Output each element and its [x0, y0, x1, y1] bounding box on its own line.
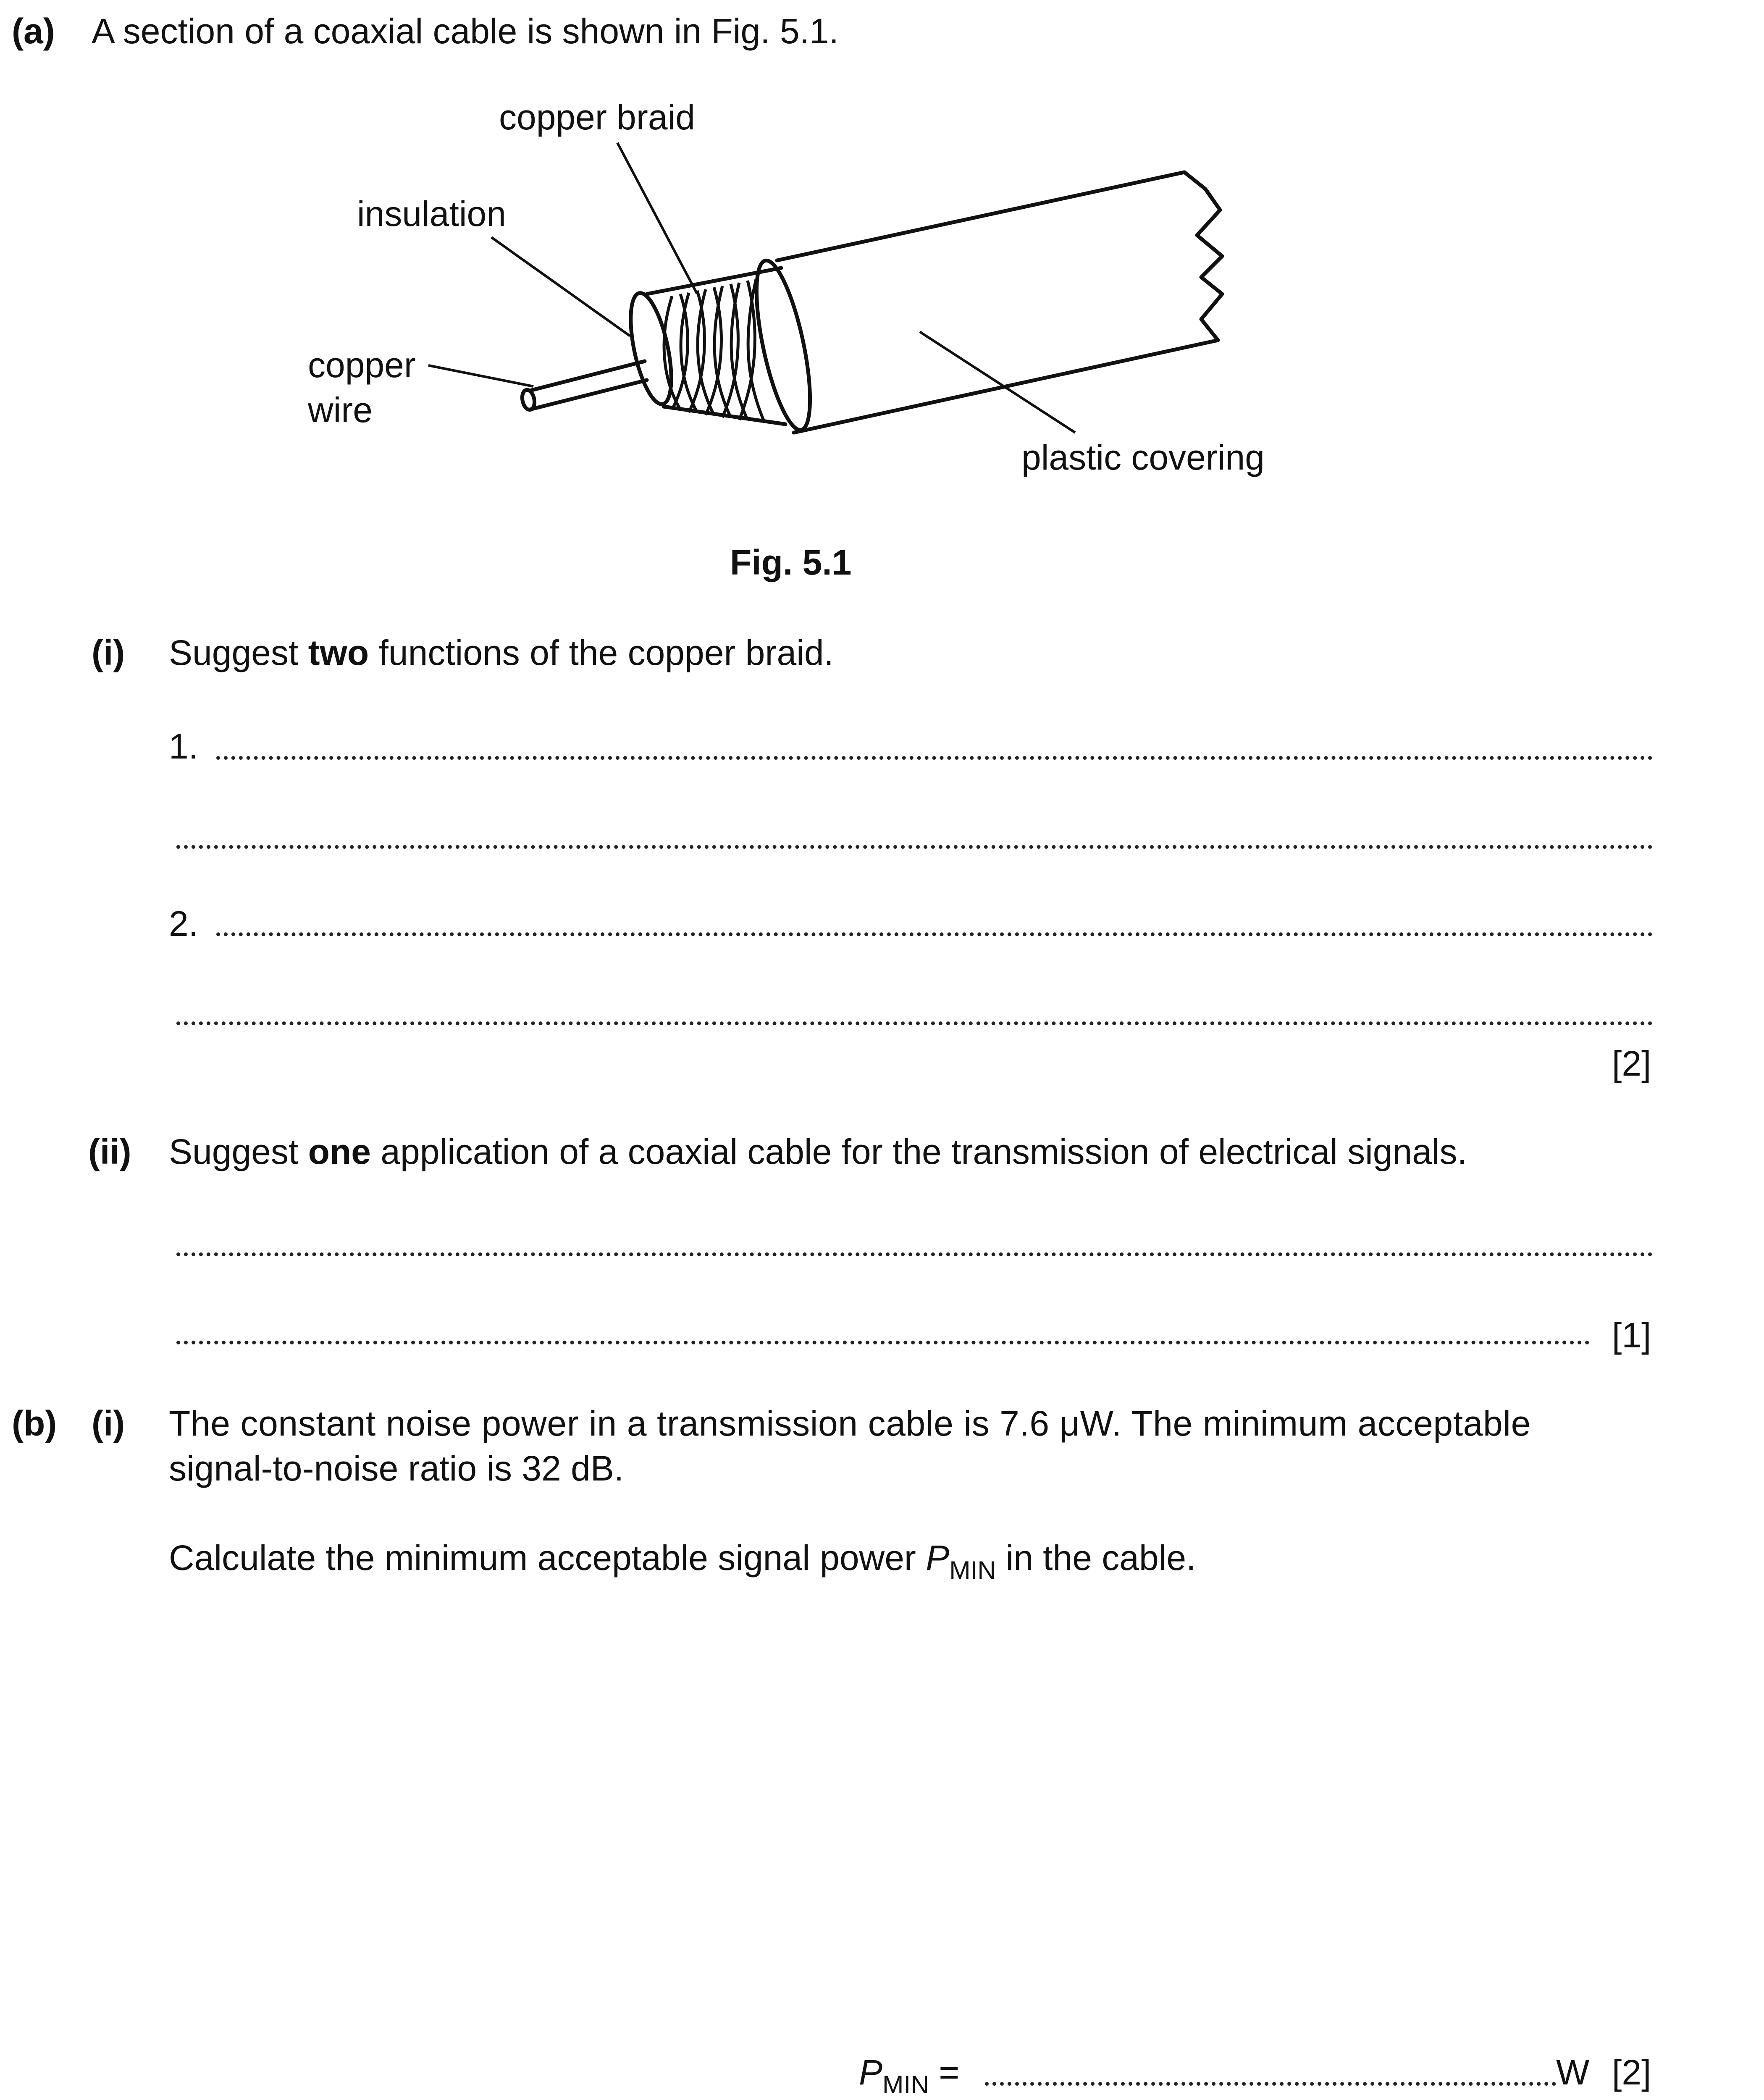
answer-1-number: 1.	[169, 727, 199, 766]
part-a-ii-text-before: Suggest	[169, 1132, 308, 1171]
part-b-i-text-line2: signal-to-noise ratio is 32 dB.	[169, 1449, 624, 1488]
part-a-ii-text-after: application of a coaxial cable for the transmission of electrical signals.	[370, 1132, 1467, 1171]
part-b-i-label: (i)	[92, 1404, 125, 1443]
part-b-i-marks: [2]	[1612, 2053, 1651, 2092]
label-copper-wire-1: copper	[308, 345, 416, 385]
part-a-i-question	[169, 630, 834, 676]
part-a-ii-marks: [1]	[1612, 1315, 1651, 1355]
label-plastic-covering: plastic covering	[1021, 438, 1265, 477]
calc-text-after: in the cable.	[996, 1538, 1196, 1578]
copper-wire-body	[530, 361, 647, 410]
part-b-i-calc	[169, 1535, 1196, 1585]
part-a-ii-question	[169, 1129, 1467, 1175]
answer-line-1b[interactable]	[176, 845, 1653, 849]
leader-plastic-covering	[920, 332, 1075, 433]
calc-subscript: MIN	[949, 1556, 996, 1585]
answer-2-number: 2.	[169, 904, 199, 943]
pmin-answer-label	[859, 2050, 960, 2099]
figure-caption: Fig. 5.1	[730, 543, 852, 582]
pmin-equals: =	[929, 2053, 960, 2092]
pmin-subscript: MIN	[882, 2070, 929, 2099]
pmin-answer-line[interactable]	[985, 2082, 1556, 2086]
pmin-symbol: P	[859, 2053, 883, 2092]
calc-symbol: P	[926, 1538, 950, 1578]
answer-line-ii-a[interactable]	[176, 1252, 1653, 1256]
label-copper-wire-2: wire	[308, 390, 373, 430]
part-a-i-label: (i)	[92, 633, 125, 672]
calc-text-before: Calculate the minimum acceptable signal power	[169, 1538, 926, 1578]
copper-wire-end	[520, 389, 536, 411]
part-a-label: (a)	[12, 11, 55, 51]
part-a-i-text-bold: two	[308, 633, 369, 672]
answer-line-ii-b[interactable]	[176, 1341, 1590, 1344]
part-a-i-marks: [2]	[1612, 1044, 1651, 1083]
coaxial-cable-figure	[0, 0, 1764, 538]
part-a-i-text-before: Suggest	[169, 633, 308, 672]
answer-line-2a[interactable]	[216, 932, 1653, 936]
part-a-ii-text-bold: one	[308, 1132, 371, 1171]
label-insulation: insulation	[357, 194, 506, 234]
leader-copper-wire	[428, 365, 533, 386]
plastic-covering-outline	[777, 172, 1222, 433]
answer-line-1a[interactable]	[216, 756, 1653, 760]
part-a-ii-label: (ii)	[88, 1132, 131, 1171]
leader-insulation	[491, 237, 630, 336]
part-a-i-text-after: functions of the copper braid.	[369, 633, 834, 672]
plastic-covering-end	[746, 257, 821, 434]
answer-line-2b[interactable]	[176, 1021, 1653, 1025]
pmin-unit: W	[1556, 2053, 1590, 2092]
part-a-intro: A section of a coaxial cable is shown in Fig. 5.1.	[92, 11, 839, 51]
label-copper-braid: copper braid	[499, 97, 695, 137]
part-b-i-text-line1: The constant noise power in a transmission cable is 7.6 μW. The minimum acceptable	[169, 1404, 1531, 1443]
part-b-label: (b)	[12, 1404, 57, 1443]
leader-copper-braid	[617, 143, 697, 294]
